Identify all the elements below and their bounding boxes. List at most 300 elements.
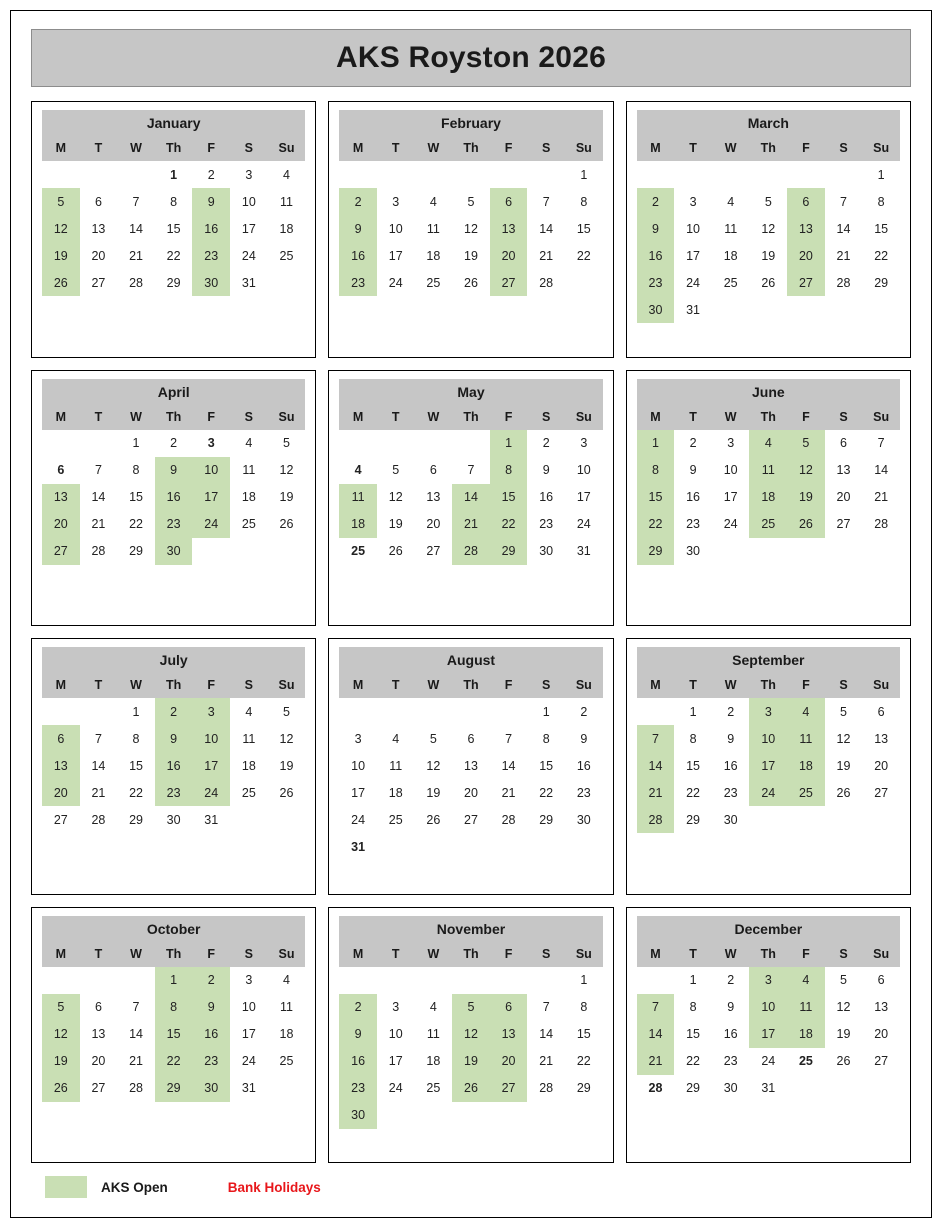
week-row	[637, 967, 900, 994]
day-cell-empty	[490, 833, 528, 860]
day-cell: 19	[836, 1027, 851, 1041]
day-cell: 15	[129, 490, 143, 504]
day-cell: 8	[689, 1000, 697, 1014]
day-cell: 9	[192, 188, 230, 215]
day-cell: 17	[576, 490, 591, 504]
day-cell-empty	[268, 538, 306, 565]
day-cell: 3	[207, 436, 215, 450]
weekday-header: S	[230, 941, 268, 967]
day-cell: 3	[392, 1000, 400, 1014]
day-cell: 8	[542, 731, 550, 746]
day-cell-empty	[787, 296, 825, 323]
day-cell: 24	[351, 812, 366, 827]
day-cell: 7	[505, 731, 513, 746]
day-cell: 16	[192, 215, 230, 242]
day-cell: 12	[836, 1000, 851, 1014]
day-cell: 26	[42, 1075, 80, 1102]
day-cell: 31	[351, 839, 366, 854]
day-cell: 9	[580, 731, 588, 746]
weekday-header: W	[117, 135, 155, 161]
day-cell: 14	[874, 463, 889, 477]
weekday-header-row	[339, 672, 602, 698]
day-cell: 7	[542, 194, 550, 209]
day-cell: 7	[94, 463, 102, 477]
day-cell: 27	[787, 269, 825, 296]
day-cell: 20	[874, 758, 889, 773]
day-cell: 23	[686, 517, 701, 531]
day-cell: 18	[279, 221, 294, 236]
day-cell-empty	[377, 833, 415, 860]
week-row	[637, 161, 900, 188]
day-cell: 22	[155, 1048, 193, 1075]
day-cell-empty	[527, 161, 565, 188]
day-cell: 17	[749, 752, 787, 779]
day-cell: 24	[388, 275, 403, 290]
day-cell: 8	[132, 731, 140, 746]
weekday-header: Th	[155, 135, 193, 161]
week-row	[637, 538, 900, 565]
day-cell: 25	[241, 785, 256, 800]
day-cell: 26	[464, 275, 478, 290]
weekday-header: T	[377, 135, 415, 161]
month-title: October	[42, 916, 305, 941]
week-row	[637, 994, 900, 1021]
day-cell-empty	[749, 161, 787, 188]
week-row	[637, 511, 900, 538]
weekday-header: W	[415, 135, 453, 161]
day-cell: 17	[351, 785, 366, 800]
day-cell: 5	[283, 436, 290, 450]
month-table	[339, 941, 602, 1129]
week-row	[42, 188, 305, 215]
day-cell: 16	[637, 242, 675, 269]
day-cell-empty	[637, 161, 675, 188]
day-cell-empty	[117, 161, 155, 188]
day-cell: 9	[339, 1021, 377, 1048]
day-cell: 6	[787, 188, 825, 215]
weekday-header: W	[415, 941, 453, 967]
weekday-header: Su	[862, 404, 900, 430]
day-cell: 5	[283, 704, 290, 719]
day-cell: 25	[749, 511, 787, 538]
day-cell: 23	[723, 785, 738, 800]
weekday-header: F	[490, 404, 528, 430]
month-table	[637, 941, 900, 1102]
day-cell: 19	[279, 758, 294, 773]
day-cell: 19	[388, 517, 403, 531]
weekday-header-row	[637, 941, 900, 967]
day-cell: 30	[576, 812, 591, 827]
day-cell: 24	[749, 779, 787, 806]
weekday-header: W	[117, 672, 155, 698]
day-cell-empty	[117, 967, 155, 994]
weekday-header: M	[42, 672, 80, 698]
day-cell: 8	[689, 731, 697, 746]
day-cell: 22	[539, 785, 554, 800]
day-cell-empty	[787, 806, 825, 833]
week-row	[339, 242, 602, 269]
week-row	[42, 1075, 305, 1102]
day-cell: 11	[787, 994, 825, 1021]
day-cell: 15	[576, 221, 591, 236]
day-cell: 2	[155, 698, 193, 725]
day-cell: 23	[539, 517, 554, 531]
day-cell: 30	[192, 269, 230, 296]
week-row	[42, 698, 305, 725]
day-cell: 22	[874, 248, 889, 263]
day-cell: 4	[727, 194, 735, 209]
legend	[21, 1163, 921, 1207]
weekday-header: Su	[862, 135, 900, 161]
day-cell: 4	[429, 1000, 437, 1014]
day-cell: 29	[686, 812, 701, 827]
day-cell: 29	[874, 275, 889, 290]
day-cell: 21	[836, 248, 851, 263]
day-cell: 27	[490, 1075, 528, 1102]
day-cell: 26	[836, 1054, 851, 1068]
month-card	[31, 907, 316, 1164]
day-cell: 1	[132, 436, 140, 450]
day-cell: 28	[91, 544, 106, 558]
day-cell-empty	[452, 698, 490, 725]
day-cell: 8	[490, 457, 528, 484]
day-cell-empty	[825, 538, 863, 565]
day-cell-empty	[230, 806, 268, 833]
weekday-header: M	[637, 404, 675, 430]
day-cell: 9	[192, 994, 230, 1021]
day-cell: 28	[501, 812, 516, 827]
day-cell: 9	[689, 463, 697, 477]
month-table	[637, 404, 900, 565]
day-cell: 29	[686, 1081, 701, 1095]
day-cell: 24	[723, 517, 738, 531]
day-cell: 28	[836, 275, 851, 290]
day-cell: 17	[192, 484, 230, 511]
week-row	[42, 779, 305, 806]
month-table	[42, 135, 305, 296]
day-cell: 14	[539, 1027, 554, 1041]
day-cell: 5	[467, 194, 475, 209]
day-cell: 1	[877, 167, 885, 182]
week-row	[339, 161, 602, 188]
day-cell: 2	[339, 994, 377, 1021]
day-cell: 21	[637, 779, 675, 806]
weekday-header: F	[192, 941, 230, 967]
weekday-header: Th	[155, 404, 193, 430]
day-cell: 28	[637, 806, 675, 833]
day-cell: 27	[874, 785, 889, 800]
day-cell: 1	[689, 704, 697, 719]
day-cell-empty	[452, 833, 490, 860]
day-cell: 6	[429, 463, 437, 477]
day-cell: 4	[392, 731, 400, 746]
day-cell: 11	[426, 1027, 440, 1041]
day-cell: 21	[452, 511, 490, 538]
day-cell: 13	[874, 1000, 889, 1014]
day-cell: 18	[723, 248, 738, 263]
weekday-header: T	[80, 941, 118, 967]
weekday-header-row	[42, 941, 305, 967]
week-row	[42, 725, 305, 752]
day-cell: 6	[42, 725, 80, 752]
day-cell: 12	[388, 490, 403, 504]
day-cell: 13	[836, 463, 851, 477]
day-cell: 8	[580, 1000, 588, 1014]
month-table	[339, 672, 602, 860]
weekday-header: M	[42, 404, 80, 430]
day-cell: 24	[686, 275, 701, 290]
month-card	[328, 370, 613, 627]
day-cell: 3	[727, 436, 735, 450]
weekday-header: M	[339, 404, 377, 430]
day-cell: 7	[637, 994, 675, 1021]
week-row	[339, 1048, 602, 1075]
day-cell: 25	[351, 544, 366, 558]
day-cell: 18	[426, 248, 441, 263]
week-row	[637, 457, 900, 484]
week-row	[339, 698, 602, 725]
day-cell: 20	[426, 517, 441, 531]
day-cell: 5	[787, 430, 825, 457]
weekday-header: T	[674, 672, 712, 698]
week-row	[637, 1075, 900, 1102]
day-cell: 22	[166, 248, 181, 263]
legend-bank-holidays-label: Bank Holidays	[227, 1179, 321, 1195]
day-cell: 14	[637, 1021, 675, 1048]
week-row	[42, 1048, 305, 1075]
day-cell-empty	[565, 833, 603, 860]
day-cell: 6	[467, 731, 475, 746]
day-cell: 22	[576, 248, 591, 263]
day-cell: 8	[132, 463, 140, 477]
day-cell: 12	[464, 221, 478, 236]
week-row	[637, 1021, 900, 1048]
day-cell: 12	[42, 1021, 80, 1048]
day-cell: 30	[539, 544, 554, 558]
day-cell: 10	[388, 221, 403, 236]
day-cell: 9	[727, 731, 735, 746]
day-cell: 11	[339, 484, 377, 511]
week-row	[339, 457, 602, 484]
day-cell: 6	[490, 188, 528, 215]
day-cell-empty	[527, 1102, 565, 1129]
weekday-header: T	[80, 672, 118, 698]
weekday-header-row	[339, 941, 602, 967]
day-cell-empty	[862, 1075, 900, 1102]
weekday-header: M	[637, 672, 675, 698]
day-cell: 17	[241, 1027, 256, 1041]
weekday-header: M	[637, 135, 675, 161]
day-cell: 2	[689, 436, 697, 450]
day-cell: 20	[42, 511, 80, 538]
day-cell: 5	[42, 994, 80, 1021]
day-cell: 1	[580, 167, 588, 182]
day-cell: 1	[637, 430, 675, 457]
day-cell: 30	[155, 538, 193, 565]
day-cell-empty	[825, 1075, 863, 1102]
weekday-header: Th	[452, 941, 490, 967]
day-cell: 26	[426, 812, 441, 827]
day-cell: 3	[192, 698, 230, 725]
week-row	[42, 994, 305, 1021]
day-cell: 21	[129, 1054, 143, 1068]
week-row	[339, 1021, 602, 1048]
day-cell-empty	[268, 806, 306, 833]
day-cell: 23	[155, 511, 193, 538]
week-row	[637, 188, 900, 215]
weekday-header: M	[42, 941, 80, 967]
day-cell: 30	[166, 812, 181, 827]
day-cell: 28	[129, 275, 143, 290]
weekday-header: S	[230, 404, 268, 430]
week-row	[42, 806, 305, 833]
month-title: September	[637, 647, 900, 672]
week-row	[42, 269, 305, 296]
day-cell: 18	[749, 484, 787, 511]
day-cell: 16	[576, 758, 591, 773]
week-row	[637, 725, 900, 752]
legend-open-swatch	[45, 1176, 87, 1198]
day-cell-empty	[452, 1102, 490, 1129]
day-cell: 17	[241, 221, 256, 236]
day-cell: 22	[129, 785, 143, 800]
day-cell: 8	[580, 194, 588, 209]
day-cell-empty	[674, 161, 712, 188]
day-cell: 8	[155, 994, 193, 1021]
day-cell: 19	[761, 248, 776, 263]
day-cell-empty	[339, 161, 377, 188]
day-cell: 20	[42, 779, 80, 806]
day-cell: 25	[787, 779, 825, 806]
day-cell: 2	[727, 973, 735, 987]
day-cell: 12	[279, 463, 294, 477]
day-cell: 13	[490, 1021, 528, 1048]
day-cell: 15	[539, 758, 554, 773]
day-cell: 16	[539, 490, 554, 504]
day-cell: 16	[339, 242, 377, 269]
day-cell: 21	[91, 517, 106, 531]
day-cell-empty	[80, 698, 118, 725]
week-row	[339, 994, 602, 1021]
month-card	[626, 638, 911, 895]
day-cell: 18	[279, 1027, 294, 1041]
day-cell: 5	[429, 731, 437, 746]
day-cell: 29	[490, 538, 528, 565]
day-cell: 17	[388, 1054, 403, 1068]
day-cell: 14	[91, 758, 106, 773]
day-cell-empty	[377, 161, 415, 188]
day-cell: 12	[426, 758, 441, 773]
week-row	[339, 833, 602, 860]
day-cell: 12	[836, 731, 851, 746]
day-cell: 9	[542, 463, 550, 477]
day-cell: 25	[279, 1054, 294, 1068]
day-cell: 19	[464, 248, 478, 263]
day-cell-empty	[490, 161, 528, 188]
week-row	[339, 511, 602, 538]
day-cell: 17	[686, 248, 701, 263]
day-cell: 2	[339, 188, 377, 215]
weekday-header: F	[490, 672, 528, 698]
day-cell: 14	[91, 490, 106, 504]
day-cell: 18	[241, 758, 256, 773]
day-cell: 23	[339, 1075, 377, 1102]
weekday-header: Th	[155, 672, 193, 698]
day-cell-empty	[712, 161, 750, 188]
weekday-header: Su	[268, 941, 306, 967]
month-card	[328, 638, 613, 895]
day-cell: 24	[192, 779, 230, 806]
day-cell: 3	[245, 167, 253, 182]
day-cell-empty	[377, 1102, 415, 1129]
day-cell: 25	[426, 1081, 441, 1095]
day-cell: 16	[723, 758, 738, 773]
week-row	[42, 1021, 305, 1048]
day-cell: 11	[724, 221, 738, 236]
day-cell-empty	[565, 269, 603, 296]
weekday-header: Su	[268, 404, 306, 430]
day-cell-empty	[80, 967, 118, 994]
week-row	[42, 967, 305, 994]
week-row	[637, 430, 900, 457]
day-cell: 30	[192, 1075, 230, 1102]
weekday-header: Th	[452, 672, 490, 698]
day-cell: 14	[637, 752, 675, 779]
weekday-header: T	[80, 135, 118, 161]
weekday-header-row	[339, 135, 602, 161]
day-cell: 30	[686, 544, 701, 558]
week-row	[339, 1102, 602, 1129]
week-row	[637, 752, 900, 779]
day-cell: 26	[787, 511, 825, 538]
day-cell: 18	[787, 752, 825, 779]
month-card	[626, 907, 911, 1164]
month-table	[42, 941, 305, 1102]
day-cell: 8	[170, 194, 178, 209]
day-cell: 7	[542, 1000, 550, 1014]
day-cell: 29	[576, 1081, 591, 1095]
day-cell-empty	[527, 833, 565, 860]
day-cell-empty	[80, 161, 118, 188]
day-cell: 20	[91, 248, 106, 263]
day-cell: 24	[388, 1081, 403, 1095]
day-cell-empty	[825, 296, 863, 323]
day-cell: 7	[637, 725, 675, 752]
day-cell: 4	[429, 194, 437, 209]
day-cell: 19	[426, 785, 441, 800]
day-cell: 14	[129, 1027, 143, 1041]
day-cell: 2	[637, 188, 675, 215]
day-cell: 21	[539, 1054, 554, 1068]
day-cell: 9	[339, 215, 377, 242]
month-card	[328, 101, 613, 358]
month-title: July	[42, 647, 305, 672]
day-cell-empty	[637, 967, 675, 994]
day-cell: 27	[426, 544, 441, 558]
day-cell: 13	[874, 731, 889, 746]
day-cell: 31	[241, 1081, 256, 1095]
day-cell: 20	[490, 1048, 528, 1075]
day-cell-empty	[452, 967, 490, 994]
day-cell: 15	[155, 1021, 193, 1048]
weekday-header: M	[339, 672, 377, 698]
day-cell-empty	[415, 1102, 453, 1129]
month-card	[626, 370, 911, 627]
weekday-header: Su	[565, 135, 603, 161]
day-cell: 2	[170, 436, 178, 450]
day-cell: 9	[727, 1000, 735, 1014]
day-cell: 26	[279, 517, 294, 531]
